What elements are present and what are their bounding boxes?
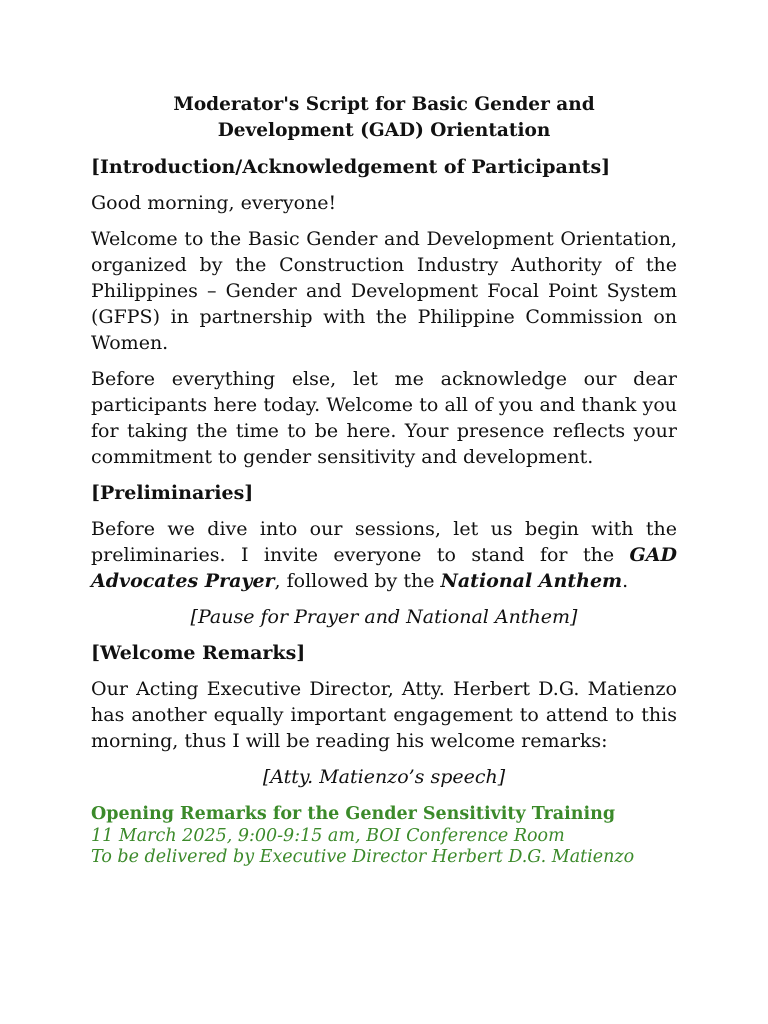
intro-heading: [Introduction/Acknowledgement of Participants]: [91, 156, 611, 178]
opening-remarks-title: Opening Remarks for the Gender Sensitivity Training: [91, 804, 616, 824]
welcome-remarks-heading: [Welcome Remarks]: [91, 642, 306, 664]
preliminaries-text-before: Before we dive into our sessions, let us begin with the preliminaries. I invite everyone to stand for the: [91, 518, 677, 566]
title-line-2: Development (GAD) Orientation: [217, 120, 551, 141]
preliminaries-text-end: .: [622, 570, 629, 592]
prayer-name: GAD Advocates Prayer: [91, 544, 677, 592]
document-title: [91, 92, 677, 144]
acknowledge-paragraph: Before everything else, let me acknowledge our dear participants here today. Welcome to all of you and thank you for taking the time to be here. Your presence reflects your commitment to gender sensitivity and development.: [91, 368, 677, 468]
pause-note: [Pause for Prayer and National Anthem]: [190, 606, 578, 628]
welcome-remarks-paragraph: Our Acting Executive Director, Atty. Herbert D.G. Matienzo has another equally important engagement to attend to this morning, thus I will be reading his welcome remarks:: [91, 678, 677, 752]
anthem-name: National Anthem: [440, 570, 623, 592]
preliminaries-text-middle: , followed by the: [274, 570, 441, 592]
title-line-1: Moderator's Script for Basic Gender and: [173, 94, 595, 115]
preliminaries-heading: [Preliminaries]: [91, 482, 254, 504]
welcome-paragraph: Welcome to the Basic Gender and Development Orientation, organized by the Construction Industry Authority of the Philippines – Gender and Development Focal Point System (GFPS) in partnership with the Philippine Commission on Women.: [91, 228, 677, 354]
opening-remarks-delivered-by: To be delivered by Executive Director Herbert D.G. Matienzo: [91, 847, 635, 867]
opening-remarks-date: 11 March 2025, 9:00-9:15 am, BOI Conference Room: [91, 825, 565, 846]
preliminaries-paragraph: [91, 516, 677, 594]
greeting-paragraph: Good morning, everyone!: [91, 192, 337, 214]
speech-note: [Atty. Matienzo’s speech]: [262, 766, 506, 788]
opening-remarks-block: [91, 804, 677, 869]
